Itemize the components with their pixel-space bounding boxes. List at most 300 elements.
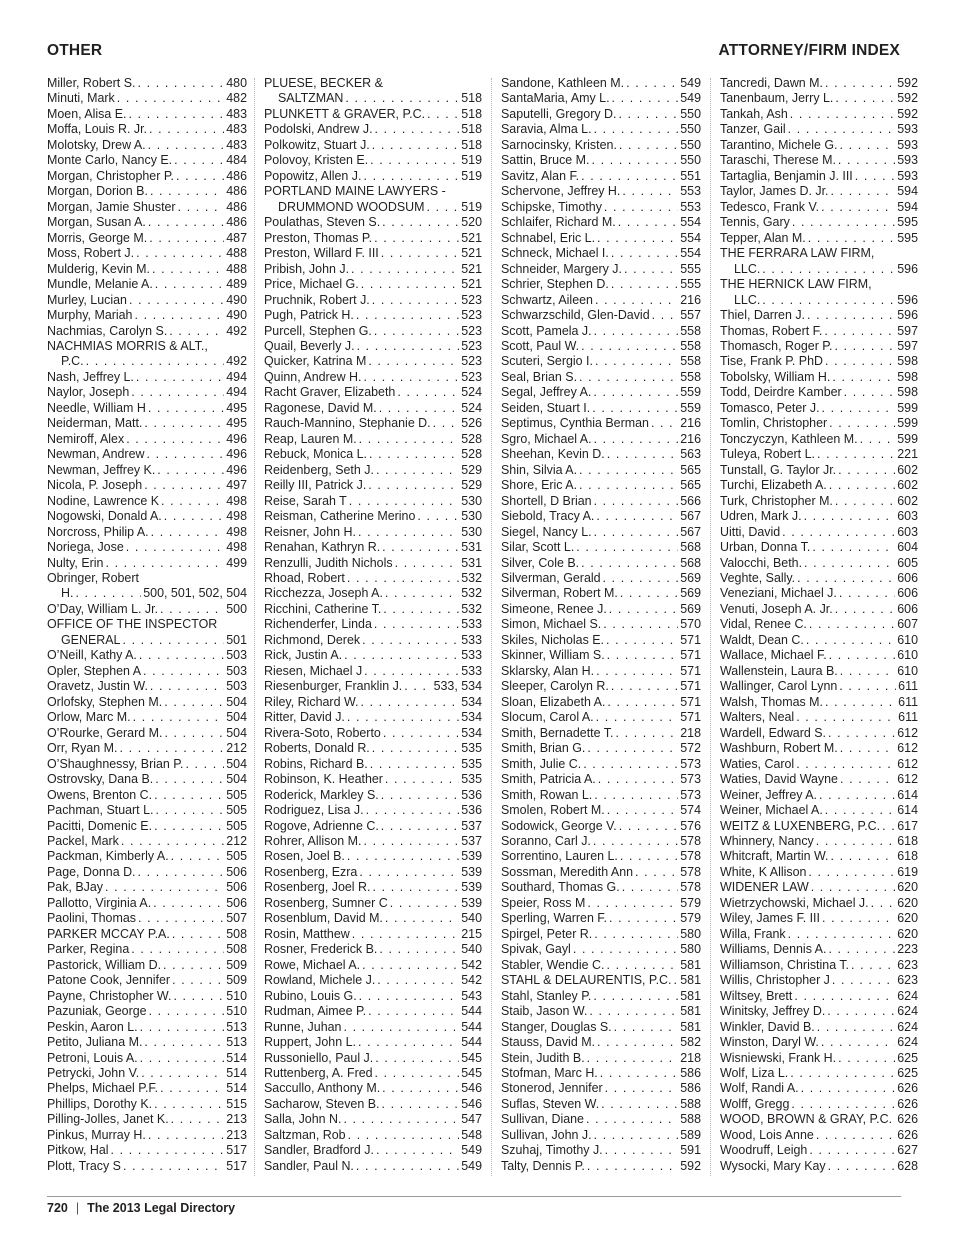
leader-dots: [75, 586, 141, 601]
entry-page: 602: [897, 478, 918, 493]
entry-name: THE HERNICK LAW FIRM,: [720, 277, 872, 292]
leader-dots: [160, 602, 224, 617]
leader-dots: [603, 571, 679, 586]
entry-name: Needle, William H: [47, 400, 146, 415]
index-entry: [501, 648, 701, 663]
entry-name-continued: SALTZMAN: [278, 91, 344, 106]
entry-name: Sarnocinsky, Kristen.: [501, 137, 617, 152]
leader-dots: [597, 1035, 678, 1050]
entry-name: Ruttenberg, A. Fred: [264, 1066, 373, 1080]
entry-page: 607: [897, 617, 918, 632]
entry-page: 625: [897, 1066, 918, 1080]
entry-name: Smith, Brian G.: [501, 741, 586, 756]
entry-page: 510: [226, 1004, 247, 1019]
entry-name: Shortell, D Brian: [501, 493, 592, 508]
leader-dots: [370, 153, 459, 168]
entry-page: 537: [461, 818, 482, 833]
entry-name: Petito, Juliana M.: [47, 1035, 143, 1050]
index-entry: [47, 215, 247, 230]
entry-page: 614: [897, 803, 918, 818]
leader-dots: [576, 540, 678, 555]
leader-dots: [352, 927, 460, 942]
leader-dots: [816, 1128, 895, 1143]
index-entry: [720, 602, 918, 617]
entry-page: 528: [461, 431, 482, 446]
entry-page: 530: [461, 509, 482, 524]
entry-name: Owens, Brenton C.: [47, 787, 153, 802]
leader-dots: [148, 215, 224, 230]
index-entry: [264, 788, 482, 803]
index-entry: [47, 664, 247, 679]
entry-page: 533: [461, 617, 482, 632]
entry-name: Page, Donna D.: [47, 864, 136, 879]
entry-name: O’Shaughnessy, Brian P.: [47, 756, 184, 771]
index-entry: [720, 586, 918, 601]
leader-dots: [603, 617, 678, 632]
index-entry: [47, 772, 247, 787]
index-entry: [47, 1159, 247, 1174]
entry-name: Popowitz, Allen J.: [264, 168, 362, 183]
entry-name: Noriega, Jose: [47, 540, 124, 555]
index-entry: [501, 710, 701, 725]
entry-name: Stanger, Douglas S.: [501, 1019, 612, 1034]
leader-dots: [788, 927, 896, 942]
entry-page: 495: [226, 416, 247, 431]
index-entry: [47, 880, 247, 895]
index-entry: [47, 710, 247, 725]
leader-dots: [120, 741, 225, 756]
entry-name: Petroni, Louis A.: [47, 1050, 138, 1065]
entry-name: Nash, Jeffrey L.: [47, 369, 134, 384]
entry-page: 596: [897, 261, 918, 276]
entry-page: 618: [897, 849, 918, 864]
entry-page: 626: [897, 1127, 918, 1142]
entry-page: 510: [226, 988, 247, 1003]
entry-page: 508: [226, 926, 247, 941]
entry-page: 506: [226, 864, 247, 879]
entry-name: Smolen, Robert M.: [501, 803, 605, 818]
index-entry: [264, 741, 482, 756]
index-entry: [720, 1097, 918, 1112]
index-entry: [501, 834, 701, 849]
entry-name: Schnabel, Eric L.: [501, 230, 596, 245]
entry-page: 569: [680, 571, 701, 585]
leader-dots: [149, 1004, 225, 1019]
index-entry: [720, 277, 918, 308]
entry-name: Whitcraft, Martin W.: [720, 849, 829, 864]
leader-dots: [607, 648, 679, 663]
leader-dots: [372, 293, 459, 308]
entry-name: Soranno, Carl J.: [501, 833, 591, 848]
leader-dots: [185, 757, 224, 772]
entry-name: Turchi, Elizabeth A.: [720, 478, 827, 493]
entry-name: Waties, David Wayne: [720, 772, 838, 787]
entry-name: Uitti, David: [720, 524, 781, 539]
entry-page: 524: [461, 385, 482, 400]
entry-name: Schneck, Michael I.: [501, 246, 609, 261]
leader-dots: [359, 865, 459, 880]
leader-dots: [624, 262, 678, 277]
entry-page: 216: [680, 416, 701, 431]
entry-name: Smith, Bernadette T.: [501, 725, 614, 740]
index-entry: [720, 571, 918, 586]
leader-dots: [817, 1020, 896, 1035]
index-entry: [264, 664, 482, 679]
entry-page: 602: [897, 462, 918, 477]
entry-page: 501: [226, 632, 247, 647]
entry-name: Staib, Jason W.: [501, 1004, 588, 1019]
entry-name: Norcross, Philip A.: [47, 524, 149, 539]
leader-dots: [819, 788, 895, 803]
entry-name: Podolski, Andrew J.: [264, 122, 373, 137]
leader-dots: [812, 540, 895, 555]
leader-dots: [594, 525, 679, 540]
index-entry: [501, 942, 701, 957]
index-entry: [264, 385, 482, 400]
leader-dots: [614, 1020, 679, 1035]
entry-name: Wood, Lois Anne: [720, 1127, 814, 1142]
entry-name: Thomas, Robert F.: [720, 323, 823, 338]
index-entry: [501, 927, 701, 942]
index-entry: [47, 958, 247, 973]
index-entry: [47, 76, 247, 91]
index-entry: [47, 525, 247, 540]
entry-page: 213: [226, 1127, 247, 1142]
entry-name: SantaMaria, Amy L.: [501, 91, 610, 106]
entry-name: Tonczyczyn, Kathleen M.: [720, 431, 858, 446]
leader-dots: [146, 447, 224, 462]
entry-page: 571: [680, 648, 701, 663]
index-entry: [501, 540, 701, 555]
entry-name: Schipske, Timothy: [501, 199, 602, 214]
index-entry: [47, 679, 247, 694]
entry-page: 578: [680, 833, 701, 848]
entry-page: 544: [461, 1035, 482, 1050]
leader-dots: [433, 416, 460, 431]
entry-page: 514: [226, 1050, 247, 1065]
entry-name: Polovoy, Kristen E.: [264, 153, 369, 168]
entry-page: 565: [680, 478, 701, 493]
entry-page: 576: [680, 818, 701, 833]
entry-page: 627: [897, 1143, 918, 1158]
index-entry: [264, 370, 482, 385]
leader-dots: [600, 1066, 678, 1081]
entry-page: 523: [461, 354, 482, 369]
index-entry: [501, 215, 701, 230]
index-entry: [501, 880, 701, 895]
entry-name: Petrycki, John V.: [47, 1066, 140, 1080]
page-number: 720: [47, 1201, 68, 1215]
entry-name: THE FERRARA LAW FIRM,: [720, 246, 875, 261]
entry-name: Udren, Mark J.: [720, 509, 802, 524]
entry-name: Sossman, Meredith Ann: [501, 864, 634, 879]
index-entry: [264, 958, 482, 973]
leader-dots: [581, 339, 678, 354]
leader-dots: [894, 1112, 895, 1127]
index-entry: [47, 509, 247, 524]
entry-name: Tepper, Alan M.: [720, 230, 806, 245]
leader-dots: [174, 153, 224, 168]
leader-dots: [605, 1081, 679, 1096]
entry-page: 571: [680, 710, 701, 725]
entry-page: 569: [680, 601, 701, 616]
entry-name: Nulty, Erin: [47, 555, 104, 570]
entry-name: Rick, Justin A.: [264, 648, 343, 663]
index-entry: [47, 942, 247, 957]
entry-name: Purcell, Stephen G.: [264, 323, 372, 338]
entry-name: Savitz, Alan F.: [501, 168, 580, 183]
entry-page: 488: [226, 261, 247, 276]
index-entry: [720, 540, 918, 555]
entry-page: 492: [226, 323, 247, 338]
index-entry: [264, 695, 482, 710]
index-entry: [47, 973, 247, 988]
leader-dots: [840, 664, 895, 679]
entry-name: Vidal, Renee C.: [720, 617, 807, 632]
entry-page: 498: [226, 540, 247, 555]
entry-name: Oravetz, Justin W.: [47, 679, 148, 694]
entry-name: Reise, Sarah T: [264, 493, 347, 508]
entry-name: Rogove, Adrienne C.: [264, 818, 379, 833]
leader-dots: [825, 354, 895, 369]
entry-page: 496: [226, 462, 247, 477]
entry-page: 526: [461, 416, 482, 431]
leader-dots: [375, 122, 460, 137]
entry-page: 606: [897, 601, 918, 616]
leader-dots: [832, 370, 895, 385]
leader-dots: [829, 478, 896, 493]
entry-name: Taylor, James D. Jr.: [720, 184, 829, 199]
entry-name: Wallace, Michael F.: [720, 648, 827, 663]
index-entry: [264, 401, 482, 416]
entry-page: 521: [461, 277, 482, 292]
index-entry: [264, 494, 482, 509]
index-entry: [720, 710, 918, 725]
leader-dots: [359, 989, 460, 1004]
leader-dots: [172, 973, 224, 988]
entry-name: Spirgel, Peter R.: [501, 926, 593, 941]
leader-dots: [611, 246, 678, 261]
index-entry: [720, 726, 918, 741]
entry-page: 528: [461, 447, 482, 462]
entry-page: 532: [461, 586, 482, 601]
index-entry: [720, 664, 918, 679]
index-entry: [264, 277, 482, 292]
entry-name: Tankah, Ash: [720, 106, 788, 121]
entry-name: Stofman, Marc H.: [501, 1066, 598, 1080]
leader-dots: [366, 803, 460, 818]
index-entry: [264, 447, 482, 462]
index-entry: [720, 803, 918, 818]
leader-dots: [171, 849, 225, 864]
entry-name: STAHL & DELAURENTIS, P.C.: [501, 973, 672, 988]
leader-dots: [790, 1066, 895, 1081]
entry-page: 550: [680, 106, 701, 121]
index-entry: [47, 200, 247, 215]
index-entry: [264, 246, 482, 261]
entry-page: 553: [680, 199, 701, 214]
index-entry: [264, 679, 482, 694]
entry-page: 599: [897, 416, 918, 431]
entry-name-continued: DRUMMOND WOODSUM: [278, 199, 425, 214]
entry-page: 496: [226, 447, 247, 462]
entry-page: 550: [680, 153, 701, 168]
entry-page: 596: [897, 292, 918, 307]
entry-page: 535: [461, 741, 482, 756]
entry-page: 531: [461, 540, 482, 555]
entry-name: Woodruff, Leigh: [720, 1143, 808, 1158]
leader-dots: [359, 432, 460, 447]
leader-dots: [598, 772, 679, 787]
entry-page: 558: [680, 338, 701, 353]
index-entry: [264, 525, 482, 540]
index-entry: [720, 494, 918, 509]
entry-name: Paolini, Thomas: [47, 911, 136, 926]
entry-name: Opler, Stephen A: [47, 663, 142, 678]
entry-name: Reisner, John H.: [264, 524, 356, 539]
index-entry: [720, 788, 918, 803]
index-entry: [264, 262, 482, 277]
index-entry: [47, 1112, 247, 1127]
index-entry: [47, 231, 247, 246]
index-entry: [47, 788, 247, 803]
entry-name: Whinnery, Nancy: [720, 833, 814, 848]
entry-page: 578: [680, 880, 701, 895]
index-entry: [47, 896, 247, 911]
leader-dots: [173, 989, 224, 1004]
entry-name: Wallenstein, Laura B.: [720, 663, 838, 678]
leader-dots: [806, 633, 895, 648]
entry-name: White, K Allison: [720, 864, 807, 879]
entry-page: 611: [898, 710, 918, 725]
index-entry: [264, 803, 482, 818]
leader-dots: [595, 293, 678, 308]
entry-page: 595: [897, 215, 918, 230]
leader-dots: [573, 942, 678, 957]
index-entry: [501, 1081, 701, 1096]
index-entry: [47, 1128, 247, 1143]
entry-page: 494: [226, 385, 247, 400]
entry-name-continued: LLC.: [734, 261, 761, 276]
leader-dots: [154, 788, 224, 803]
entry-page: 549: [680, 91, 701, 106]
entry-page: 614: [897, 787, 918, 802]
entry-page: 554: [680, 246, 701, 261]
entry-page: 519: [461, 153, 482, 168]
entry-page: 597: [897, 323, 918, 338]
leader-dots: [141, 1066, 224, 1081]
leader-dots: [395, 556, 460, 571]
entry-name: Siegel, Nancy L.: [501, 524, 592, 539]
index-entry: [720, 648, 918, 663]
leader-dots: [622, 184, 678, 199]
index-entry: [264, 153, 482, 168]
leader-dots: [390, 896, 459, 911]
leader-dots: [136, 246, 224, 261]
entry-page: 549: [680, 76, 701, 90]
entry-page: 509: [226, 957, 247, 972]
entry-name: Pazuniak, George: [47, 1004, 147, 1019]
leader-dots: [824, 324, 895, 339]
entry-page: 599: [897, 400, 918, 415]
entry-page: 484: [226, 153, 247, 168]
leader-dots: [349, 494, 460, 509]
index-entry: [501, 896, 701, 911]
entry-page: 523: [461, 323, 482, 338]
index-entry: [501, 308, 701, 323]
entry-name: Seal, Brian S.: [501, 369, 578, 384]
leader-dots: [143, 664, 224, 679]
index-entry: [264, 834, 482, 849]
entry-page: 593: [897, 137, 918, 152]
entry-name: Sperling, Warren F.: [501, 911, 607, 926]
index-entry: [501, 849, 701, 864]
entry-name: Neiderman, Matt.: [47, 416, 143, 431]
entry-page: 500: [226, 601, 247, 616]
entry-name: Seiden, Stuart I.: [501, 400, 591, 415]
entry-page: 580: [680, 942, 701, 957]
entry-page: 213: [226, 1112, 247, 1127]
entry-page: 612: [897, 772, 918, 787]
index-entry: [47, 246, 247, 261]
index-entry: [720, 107, 918, 122]
index-entry: [47, 556, 247, 571]
leader-dots: [363, 370, 459, 385]
entry-name: Parker, Regina: [47, 942, 130, 957]
index-entry: [501, 633, 701, 648]
entry-page: 536: [461, 803, 482, 818]
entry-page: 482: [226, 91, 247, 106]
leader-dots: [144, 478, 224, 493]
entry-name: Saccullo, Anthony M.: [264, 1081, 381, 1096]
index-entry: [264, 586, 482, 601]
entry-page: 517: [226, 1158, 247, 1173]
index-entry: [264, 1066, 482, 1081]
entry-name: Washburn, Robert M.: [720, 741, 838, 756]
leader-dots: [343, 1112, 459, 1127]
index-entry: [47, 1020, 247, 1035]
entry-name: Sandler, Bradford J.: [264, 1143, 374, 1158]
entry-name: Wysocki, Mary Kay: [720, 1158, 826, 1173]
leader-dots: [579, 370, 678, 385]
index-entry: [501, 122, 701, 137]
entry-page: 592: [897, 91, 918, 106]
entry-page: 573: [680, 787, 701, 802]
leader-dots: [368, 1004, 459, 1019]
entry-page: 507: [226, 911, 247, 926]
index-entry: [47, 865, 247, 880]
entry-page: 594: [897, 184, 918, 199]
leader-dots: [762, 262, 895, 277]
leader-dots: [86, 354, 225, 369]
entry-name: Tuleya, Robert L.: [720, 447, 815, 462]
entry-name: PLUNKETT & GRAVER, P.C.: [264, 106, 426, 121]
leader-dots: [620, 586, 678, 601]
index-entry: [720, 138, 918, 153]
index-entry: [720, 401, 918, 416]
leader-dots: [356, 1159, 459, 1174]
leader-dots: [157, 463, 224, 478]
entry-page: 483: [226, 106, 247, 121]
index-entry: [720, 525, 918, 540]
leader-dots: [105, 556, 224, 571]
leader-dots: [840, 138, 896, 153]
leader-dots: [344, 648, 459, 663]
leader-dots: [148, 401, 224, 416]
leader-dots: [851, 958, 895, 973]
entry-name: Simon, Michael S.: [501, 617, 602, 632]
entry-page: 498: [226, 524, 247, 539]
